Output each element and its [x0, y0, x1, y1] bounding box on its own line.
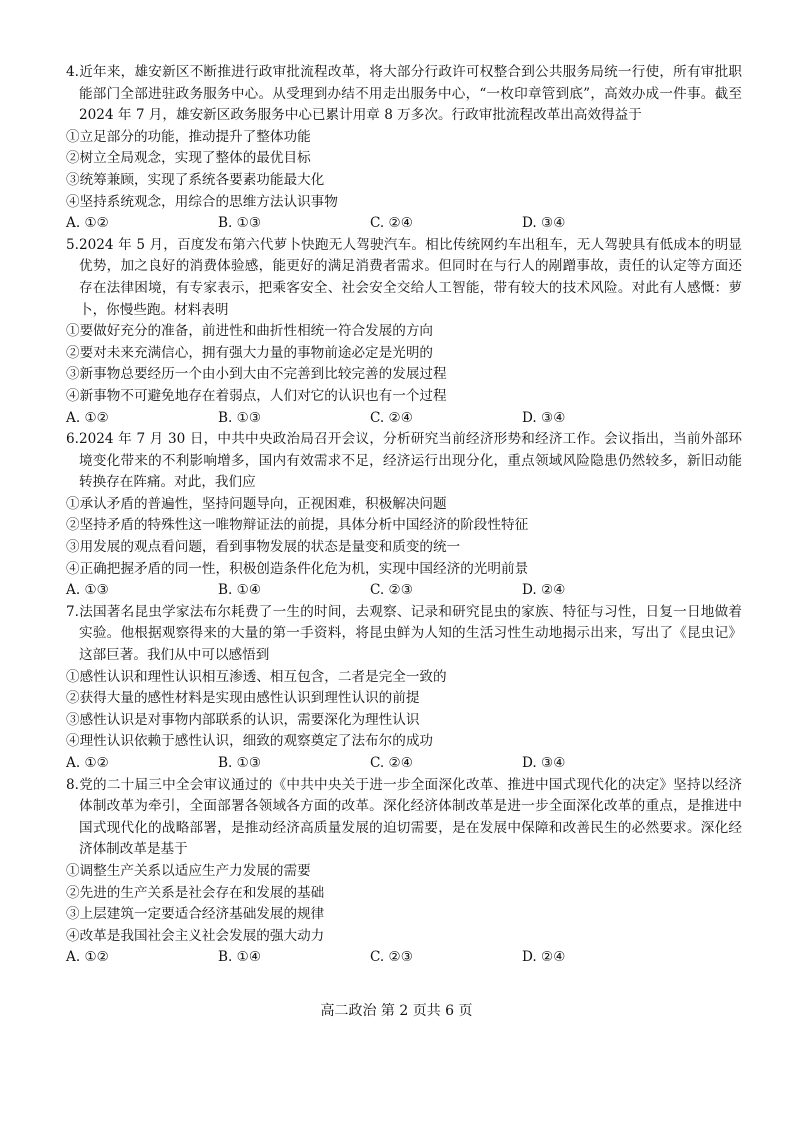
question-7 — [66, 602, 742, 775]
answer-d: D. ③④ — [522, 755, 566, 771]
question-8 — [66, 775, 742, 969]
question-6 — [66, 429, 742, 602]
option-item: ④理性认识依赖于感性认识，细致的观察奠定了法布尔的成功 — [66, 733, 434, 750]
option-item: ②获得大量的感性材料是实现由感性认识到理性认识的前提 — [66, 690, 420, 707]
answer-d: D. ②④ — [522, 582, 566, 599]
option-item: ④正确把握矛盾的同一性，积极创造条件化危为机，实现中国经济的光明前景 — [66, 560, 529, 577]
answer-c: C. ②④ — [370, 215, 413, 232]
answer-d: D. ③④ — [522, 215, 566, 232]
question-stem: 4.近年来，雄安新区不断推进行政审批流程改革，将大部分行政许可权整合到公共服务局统一行使，所有审批职能部门全部进驻政务服务中心。从受理到办结不用走出服务中心，“一枚印章管到底”，高效办成一件事。截至 2024 年 7 月，雄安新区政务服务中心已累计用章 8 万多次。行政审批流程改革出高效得益于 — [66, 64, 742, 124]
answer-b: B. ①③ — [218, 755, 262, 771]
answer-a: A. ①③ — [66, 582, 109, 599]
option-item: ④坚持系统观念，用综合的思维方法认识事物 — [66, 193, 338, 210]
question-5 — [66, 235, 742, 429]
answer-b: B. ①④ — [218, 582, 262, 599]
answer-choices — [66, 947, 742, 969]
answer-choices — [66, 753, 742, 775]
option-item: ③感性认识是对事物内部联系的认识，需要深化为理性认识 — [66, 711, 420, 728]
option-item: ①感性认识和理性认识相互渗透、相互包含，二者是完全一致的 — [66, 668, 447, 685]
option-item: ②坚持矛盾的特殊性这一唯物辩证法的前提，具体分析中国经济的阶段性特征 — [66, 517, 529, 534]
answer-c: C. ②③ — [370, 582, 413, 599]
option-item: ①要做好充分的准备，前进性和曲折性相统一符合发展的方向 — [66, 323, 434, 340]
question-stem: 8.党的二十届三中全会审议通过的《中共中央关于进一步全面深化改革、推进中国式现代化的决定》坚持以经济体制改革为牵引，全面部署各领域各方面的改革。深化经济体制改革是进一步全面深化改革的重点，是推进中国式现代化的战略部署，是推动经济高质量发展的迫切需要，是在发展中保障和改善民生的必然要求。深化经济体制改革是基于 — [66, 776, 742, 858]
option-item: ③统筹兼顾，实现了系统各要素功能最大化 — [66, 171, 325, 188]
option-item: ②要对未来充满信心，拥有强大力量的事物前途必定是光明的 — [66, 344, 434, 361]
question-stem: 6.2024 年 7 月 30 日，中共中央政治局召开会议，分析研究当前经济形势和经济工作。会议指出，当前外部环境变化带来的不利影响增多，国内有效需求不足，经济运行出现分化，重点领域风险隐患仍然较多，新旧动能转换存在阵痛。对此，我们应 — [66, 431, 742, 491]
answer-choices — [66, 580, 742, 602]
exam-page — [66, 62, 742, 969]
question-stem: 7.法国著名昆虫学家法布尔耗费了一生的时间，去观察、记录和研究昆虫的家族、特征与习性，日复一日地做着实验。他根据观察得来的大量的第一手资料，将昆虫鲜为人知的生活习性生动地揭示出来，写出了《昆虫记》这部巨著。我们从中可以感悟到 — [66, 603, 742, 664]
answer-c: C. ②④ — [370, 755, 413, 771]
option-item: ③用发展的观点看问题，看到事物发展的状态是量变和质变的统一 — [66, 539, 461, 556]
option-item: ①调整生产关系以适应生产力发展的需要 — [66, 862, 311, 879]
option-item: ①立足部分的功能，推动提升了整体功能 — [66, 128, 311, 145]
option-item: ③新事物总要经历一个由小到大由不完善到比较完善的发展过程 — [66, 366, 447, 383]
answer-choices — [66, 408, 742, 430]
answer-d: D. ②④ — [522, 949, 566, 966]
answer-a: A. ①② — [66, 409, 109, 426]
answer-c: C. ②③ — [370, 949, 413, 966]
answer-a: A. ①② — [66, 755, 109, 771]
option-item: ①承认矛盾的普遍性，坚持问题导向，正视困难，积极解决问题 — [66, 495, 447, 512]
option-item: ②先进的生产关系是社会存在和发展的基础 — [66, 884, 325, 901]
option-item: ④改革是我国社会主义社会发展的强大动力 — [66, 927, 325, 944]
answer-b: B. ①③ — [218, 409, 262, 426]
question-4 — [66, 62, 742, 235]
option-item: ②树立全局观念，实现了整体的最优目标 — [66, 150, 311, 167]
option-item: ③上层建筑一定要适合经济基础发展的规律 — [66, 906, 325, 923]
answer-a: A. ①② — [66, 949, 109, 966]
answer-b: B. ①④ — [218, 949, 262, 966]
answer-c: C. ②④ — [370, 409, 413, 426]
option-item: ④新事物不可避免地存在着弱点，人们对它的认识也有一个过程 — [66, 387, 447, 404]
page-footer: 高二政治 第 2 页共 6 页 — [320, 1003, 473, 1019]
question-stem: 5.2024 年 5 月，百度发布第六代萝卜快跑无人驾驶汽车。相比传统网约车出租车，无人驾驶具有低成本的明显优势，加之良好的消费体验感，能更好的满足消费者需求。但同时在与行人的剐蹭事故，责任的认定等方面还存在法律困境，有专家表示，把乘客安全、社会安全交给人工智能，带有较大的技术风险。对此有人感慨：萝卜，你慢些跑。材料表明 — [66, 236, 742, 318]
answer-choices — [66, 213, 742, 235]
answer-b: B. ①③ — [218, 215, 262, 232]
answer-d: D. ③④ — [522, 409, 566, 426]
answer-a: A. ①② — [66, 215, 109, 232]
